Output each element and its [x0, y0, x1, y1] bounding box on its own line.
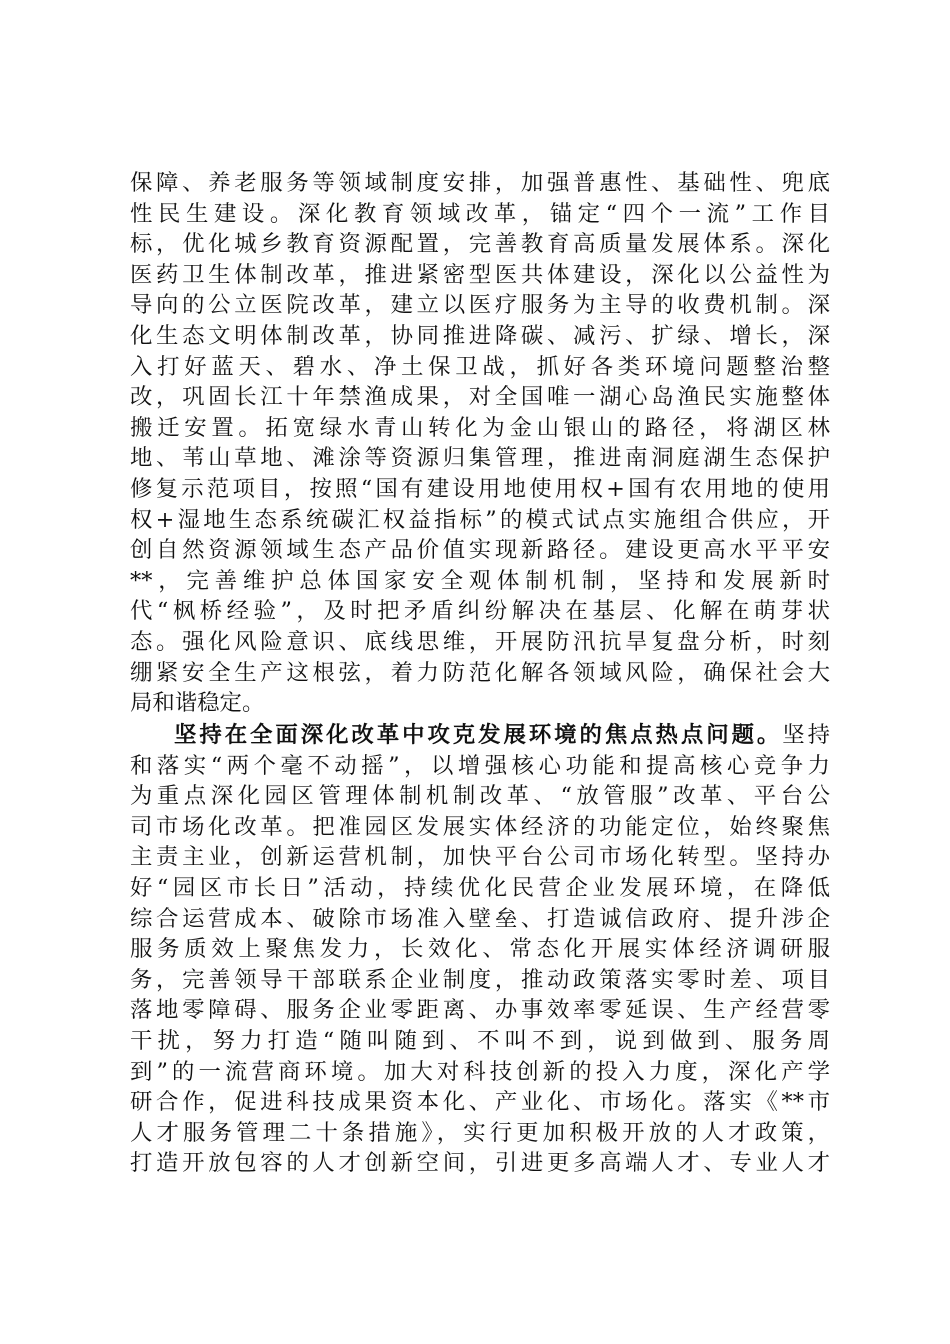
paragraph-line: 好“园区市长日”活动，持续优化民营企业发展环境，在降低 [130, 874, 830, 901]
paragraph-line: 入打好蓝天、碧水、净土保卫战，抓好各类环境问题整治整 [130, 353, 830, 380]
paragraph-2 [130, 720, 830, 1179]
paragraph-first-line [130, 720, 830, 751]
paragraph-heading: 坚持在全面深化改革中攻克发展环境的焦点热点问题。 [174, 722, 783, 748]
paragraph-line: 地、苇山草地、滩涂等资源归集管理，推进南洞庭湖生态保护 [130, 445, 830, 472]
paragraph-line: 到”的一流营商环境。加大对科技创新的投入力度，深化产学 [130, 1058, 830, 1085]
paragraph-line: 态。强化风险意识、底线思维，开展防汛抗旱复盘分析，时刻 [130, 628, 830, 655]
paragraph-line: 服务质效上聚焦发力，长效化、常态化开展实体经济调研服 [130, 936, 830, 963]
paragraph-line: 标，优化城乡教育资源配置，完善教育高质量发展体系。深化 [130, 231, 830, 258]
paragraph-line: 和落实“两个毫不动摇”，以增强核心功能和提高核心竞争力 [130, 752, 830, 779]
paragraph-line: 创自然资源领域生态产品价值实现新路径。建设更高水平平安 [130, 537, 830, 564]
paragraph-first-line-rest: 坚持 [782, 722, 831, 748]
paragraph-line: 务，完善领导干部联系企业制度，推动政策落实零时差、项目 [130, 966, 830, 993]
paragraph-line: 保障、养老服务等领域制度安排，加强普惠性、基础性、兜底 [130, 170, 830, 196]
paragraph-line: 权+湿地生态系统碳汇权益指标”的模式试点实施组合供应，开 [130, 506, 830, 533]
paragraph-line: 改，巩固长江十年禁渔成果，对全国唯一湖心岛渔民实施整体 [130, 384, 830, 411]
paragraph-line: 绷紧安全生产这根弦，着力防范化解各领域风险，确保社会大 [130, 659, 830, 686]
paragraph-line: 人才服务管理二十条措施》，实行更加积极开放的人才政策， [130, 1119, 830, 1146]
paragraph-1 [130, 168, 830, 719]
paragraph-line: 化生态文明体制改革，协同推进降碳、减污、扩绿、增长，深 [130, 322, 830, 349]
paragraph-line: **，完善维护总体国家安全观体制机制，坚持和发展新时 [130, 567, 830, 594]
paragraph-line: 打造开放包容的人才创新空间，引进更多高端人才、专业人才 [130, 1150, 830, 1177]
paragraph-line: 导向的公立医院改革，建立以医疗服务为主导的收费机制。深 [130, 292, 830, 319]
paragraph-line: 落地零障碍、服务企业零距离、办事效率零延误、生产经营零 [130, 997, 830, 1024]
paragraph-line: 主责主业，创新运营机制，加快平台公司市场化转型。坚持办 [130, 844, 830, 871]
paragraph-line: 代“枫桥经验”，及时把矛盾纠纷解决在基层、化解在萌芽状 [130, 598, 830, 625]
paragraph-line: 干扰，努力打造“随叫随到、不叫不到，说到做到、服务周 [130, 1027, 830, 1054]
paragraph-line: 局和谐稳定。 [130, 690, 265, 717]
paragraph-line: 搬迁安置。拓宽绿水青山转化为金山银山的路径，将湖区林 [130, 414, 830, 441]
paragraph-line: 修复示范项目，按照“国有建设用地使用权+国有农用地的使用 [130, 475, 830, 502]
paragraph-line: 性民生建设。深化教育领域改革，锚定“四个一流”工作目 [130, 200, 830, 227]
paragraph-line: 为重点深化园区管理体制机制改革、“放管服”改革、平台公 [130, 783, 830, 810]
paragraph-line: 研合作，促进科技成果资本化、产业化、市场化。落实《**市 [130, 1089, 830, 1116]
paragraph-line: 司市场化改革。把准园区发展实体经济的功能定位，始终聚焦 [130, 813, 830, 840]
paragraph-line: 医药卫生体制改革，推进紧密型医共体建设，深化以公益性为 [130, 261, 830, 288]
paragraph-line: 综合运营成本、破除市场准入壁垒、打造诚信政府、提升涉企 [130, 905, 830, 932]
